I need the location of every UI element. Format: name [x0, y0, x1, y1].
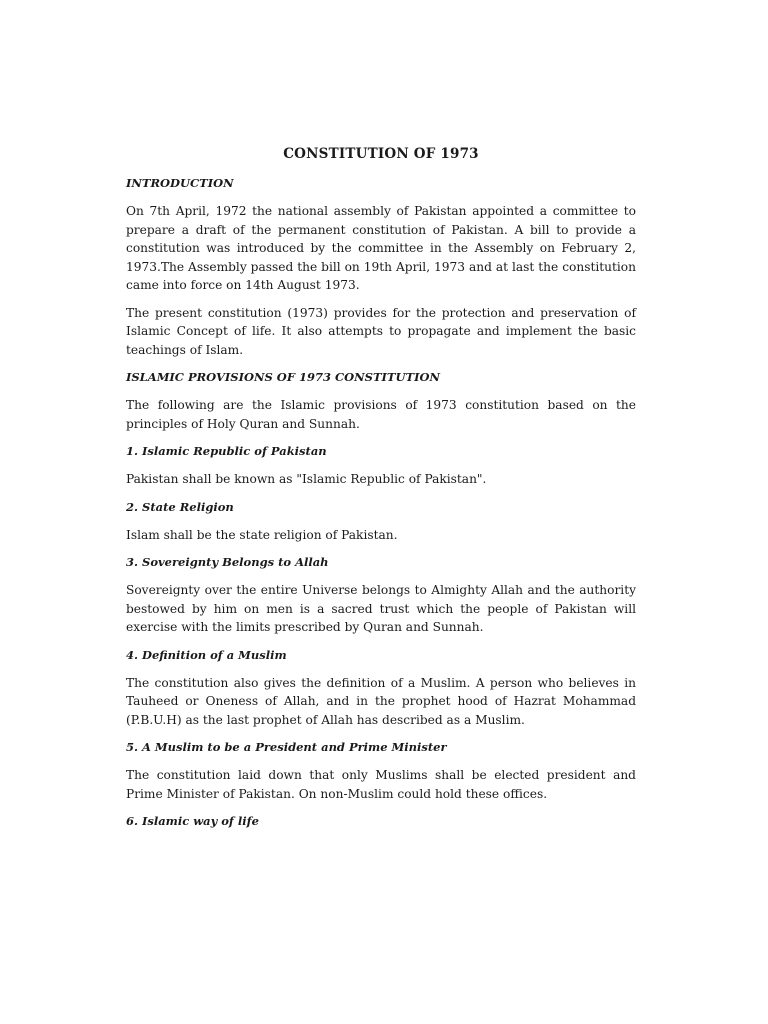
section-heading-1: 1. Islamic Republic of Pakistan	[126, 444, 327, 458]
section-text-4: The constitution also gives the definition of a Muslim. A person who believes in Tauheed or Oneness of Allah, and in the prophet hood of Hazrat Mohammad (P.B.U.H) as the last prophet of Allah has described as a Muslim.	[126, 675, 636, 727]
section-text-5: The constitution laid down that only Muslims shall be elected president and Prime Minister of Pakistan. On non-Muslim could hold these offices.	[126, 768, 636, 801]
section-text-1: Pakistan shall be known as "Islamic Republic of Pakistan".	[126, 472, 487, 486]
section-heading-2: 2. State Religion	[126, 499, 234, 514]
section-text-2: Islam shall be the state religion of Pakistan.	[126, 527, 398, 542]
section-text-3: Sovereignty over the entire Universe belongs to Almighty Allah and the authority bestowed by him on men is a sacred trust which the people of Pakistan will exercise with the limits prescribed by Quran and Sunnah.	[126, 583, 636, 634]
document-page	[126, 146, 636, 840]
introduction-paragraph-1: On 7th April, 1972 the national assembly of Pakistan appointed a committee to prepare a draft of the permanent constitution of Pakistan. A bill to provide a constitution was introduced by the committee in the Assembly on February 2, 1973.The Assembly passed the bill on 19th April, 1973 and at last the constitution came into force on 14th August 1973.	[126, 204, 636, 292]
provisions-intro-paragraph: The following are the Islamic provisions of 1973 constitution based on the principles of Holy Quran and Sunnah.	[126, 398, 636, 431]
introduction-heading: INTRODUCTION	[126, 176, 234, 190]
document-title: CONSTITUTION OF 1973	[283, 146, 479, 162]
section-heading-4: 4. Definition of a Muslim	[126, 647, 287, 662]
section-heading-6: 6. Islamic way of life	[126, 814, 259, 828]
provisions-heading: ISLAMIC PROVISIONS OF 1973 CONSTITUTION	[126, 370, 440, 384]
section-heading-5: 5. A Muslim to be a President and Prime Minister	[126, 740, 447, 754]
introduction-paragraph-2: The present constitution (1973) provides for the protection and preservation of Islamic Concept of life. It also attempts to propagate and implement the basic teachings of Islam.	[126, 305, 636, 357]
section-heading-3: 3. Sovereignty Belongs to Allah	[126, 555, 329, 569]
